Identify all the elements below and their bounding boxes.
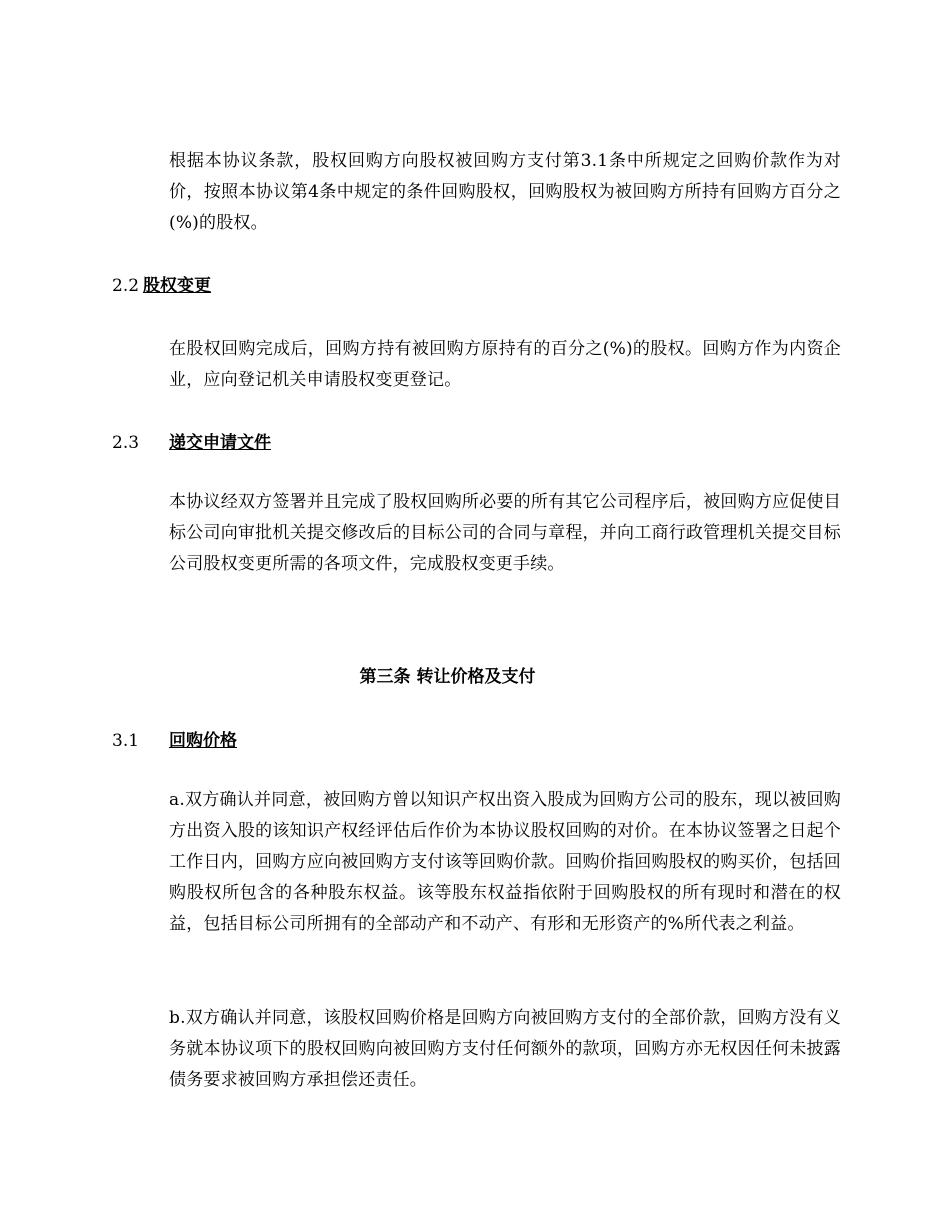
paragraph-equity-change: 在股权回购完成后，回购方持有被回购方原持有的百分之(%)的股权。回购方作为内资企业，应向登记机关申请股权变更登记。: [169, 339, 841, 390]
section-title-submit-documents: 递交申请文件: [169, 433, 271, 453]
paragraph-submit-documents: 本协议经双方签署并且完成了股权回购所必要的所有其它公司程序后，被回购方应促使目标公司向审批机关提交修改后的目标公司的合同与章程，并向工商行政管理机关提交目标公司股权变更所需的各项文件，完成股权变更手续。: [169, 492, 841, 574]
paragraph-price-a: a.双方确认并同意，被回购方曾以知识产权出资入股成为回购方公司的股东，现以被回购方出资入股的该知识产权经评估后作价为本协议股权回购的对价。在本协议签署之日起个工作日内，回购方应向被回购方支付该等回购价款。回购价指回购股权的购买价，包括回购股权所包含的各种股东权益。该等股东权益指依附于回购股权的所有现时和潜在的权益，包括目标公司所拥有的全部动产和不动产、有形和无形资产的%所代表之利益。: [169, 790, 841, 934]
section-title-repurchase-price: 回购价格: [169, 731, 237, 751]
section-number-2-3: 2.3: [112, 433, 140, 453]
section-number-2-2: 2.2: [112, 276, 140, 296]
section-number-3-1: 3.1: [112, 731, 140, 751]
paragraph-repurchase-terms: 根据本协议条款，股权回购方向股权被回购方支付第3.1条中所规定之回购价款作为对价，按照本协议第4条中规定的条件回购股权，回购股权为被回购方所持有回购方百分之(%)的股权。: [169, 151, 841, 233]
paragraph-price-b: b.双方确认并同意，该股权回购价格是回购方向被回购方支付的全部价款，回购方没有义务就本协议项下的股权回购向被回购方支付任何额外的款项，回购方亦无权因任何未披露债务要求被回购方承担偿还责任。: [169, 1008, 841, 1090]
section-title-equity-change: 股权变更: [143, 276, 211, 296]
article-three-title: 第三条 转让价格及支付: [359, 667, 536, 687]
